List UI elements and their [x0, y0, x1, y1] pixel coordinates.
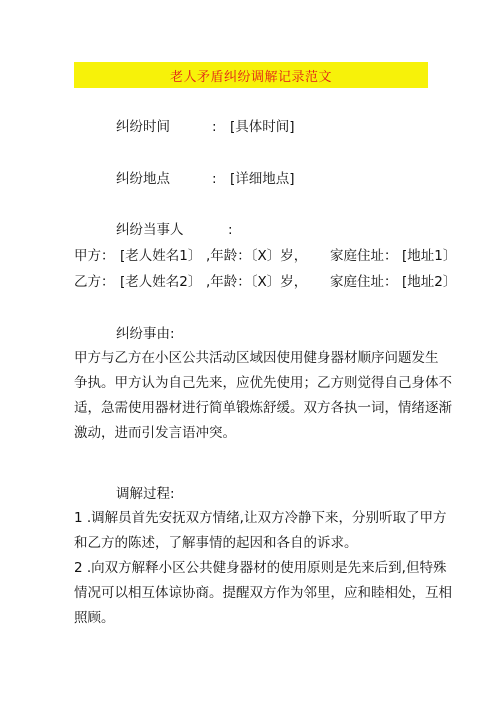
- party-role: 乙方：: [74, 274, 115, 290]
- field-value: [具体时间]: [230, 119, 295, 135]
- field-parties: [116, 220, 246, 240]
- party-age: ,年龄：〔X〕岁，: [206, 274, 308, 290]
- field-colon: :: [228, 222, 233, 238]
- party-name: [老人姓名2〕: [120, 274, 202, 290]
- title-banner: [74, 62, 428, 88]
- paragraph-line: 激动，进而引发言语冲突。: [74, 425, 236, 441]
- field-label: 纠纷当事人: [116, 222, 184, 238]
- field-dispute-place: [116, 169, 295, 189]
- party-address-label: 家庭住址：: [330, 248, 398, 264]
- party-address: [地址1〕: [402, 248, 457, 264]
- process-step-2: [74, 556, 452, 631]
- party-row-b: [74, 272, 456, 292]
- paragraph-line: 照顾。: [74, 610, 115, 626]
- party-name: [老人姓名1〕: [120, 248, 202, 264]
- document-title: 老人矛盾纠纷调解记录范文: [169, 69, 332, 85]
- field-dispute-time: [116, 117, 295, 137]
- paragraph-line: 1 .调解员首先安抚双方情绪,让双方冷静下来，分别听取了甲方: [74, 510, 447, 526]
- field-label: 纠纷地点: [116, 171, 170, 187]
- reason-heading: 纠纷事由:: [116, 326, 175, 342]
- party-row-a: [74, 246, 456, 266]
- party-role: 甲方：: [74, 248, 115, 264]
- field-value: [详细地点]: [230, 171, 295, 187]
- paragraph-line: 和乙方的陈述，了解事情的起因和各自的诉求。: [74, 535, 358, 551]
- process-step-1: [74, 506, 447, 556]
- party-address: [地址2〕: [402, 274, 457, 290]
- field-label: 纠纷时间: [116, 119, 170, 135]
- paragraph-line: 甲方与乙方在小区公共活动区域因使用健身器材顺序问题发生: [74, 350, 439, 366]
- paragraph-line: 2 .向双方解释小区公共健身器材的使用原则是先来后到,但特殊: [74, 560, 447, 576]
- paragraph-line: 情况可以相互体谅协商。提醒双方作为邻里，应和睦相处，互相: [74, 585, 452, 601]
- party-age: ,年龄：〔X〕岁，: [206, 248, 308, 264]
- reason-paragraph: [74, 346, 452, 446]
- process-heading: 调解过程:: [116, 486, 175, 502]
- party-address-label: 家庭住址：: [330, 274, 398, 290]
- field-colon: :: [212, 171, 217, 187]
- paragraph-line: 适，急需使用器材进行简单锻炼舒缓。双方各执一词，情绪逐渐: [74, 400, 452, 416]
- field-colon: :: [212, 119, 217, 135]
- paragraph-line: 争执。甲方认为自己先来，应优先使用；乙方则觉得自己身体不: [74, 375, 452, 391]
